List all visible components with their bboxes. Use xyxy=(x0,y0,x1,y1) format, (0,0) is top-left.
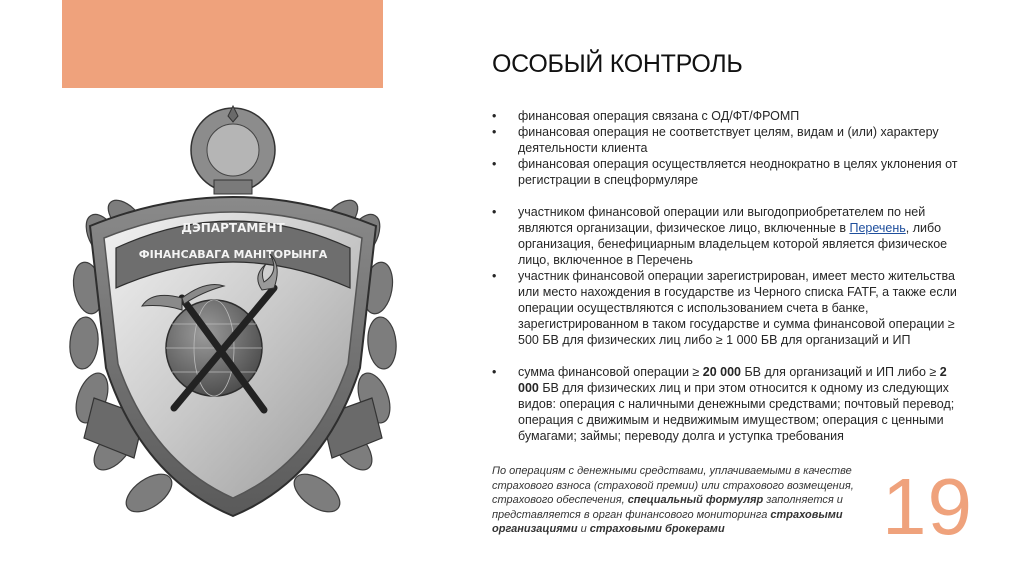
bullet-marker: • xyxy=(492,125,497,139)
bullet-item xyxy=(492,156,962,188)
accent-block xyxy=(62,0,383,88)
footnote-bold: специальный формуляр xyxy=(627,494,764,506)
bullet-item xyxy=(492,108,962,124)
footnote-part: заполняется и представляется в орган финансового мониторинга xyxy=(492,494,843,521)
bullet-text-part: БВ для организаций и ИП либо ≥ xyxy=(741,365,940,379)
footnote xyxy=(492,464,862,537)
footnote-bold: страховыми организациями xyxy=(492,508,843,535)
bullet-item xyxy=(492,364,962,444)
bullet-text-part: , либо организация, бенефициарным владельцем которой является физическое лицо, включенное в Перечень xyxy=(518,221,948,267)
footnote-part: и xyxy=(577,523,590,535)
bullet-text: финансовая операция осуществляется неоднократно в целях уклонения от регистрации в спецформуляре xyxy=(518,157,958,187)
emblem-image xyxy=(64,98,402,558)
bullet-item xyxy=(492,204,962,268)
state-emblem-icon xyxy=(191,106,275,194)
bullet-text: финансовая операция не соответствует целям, видам и (или) характеру деятельности клиента xyxy=(518,125,939,155)
bullet-marker: • xyxy=(492,365,497,379)
bullet-marker: • xyxy=(492,157,497,171)
bullet-item xyxy=(492,124,962,156)
page-number: 19 xyxy=(882,462,973,551)
bullet-list xyxy=(492,108,962,444)
bullet-marker: • xyxy=(492,269,497,283)
bullet-text xyxy=(518,204,962,268)
footnote-bold: страховыми брокерами xyxy=(589,523,725,535)
bullet-text-part: БВ для физических лиц и при этом относится к одному из следующих видов: операция с наличными денежными средствами; почтовый перевод; операция с движимым и недвижимым имуществом; операция с ценными бумагами; займы; переводу долга и уступка требования xyxy=(518,381,955,443)
footnote-part: По операциям с денежными средствами, уплачиваемыми в качестве страхового взноса (страховой премии) или страхового возмещения, страхового обеспечения, xyxy=(492,465,854,506)
bullet-text-part: участником финансовой операции или выгодоприобретателем по ней являются организации, физическое лицо, включенные в xyxy=(518,205,926,235)
bullet-text-bold: 2 000 xyxy=(518,365,947,395)
perechen-link[interactable]: Перечень xyxy=(849,221,906,235)
emblem-label-line2: ФІНАНСАВАГА МАНІТОРЫНГА xyxy=(138,248,328,261)
bullet-marker: • xyxy=(492,205,497,219)
emblem-label-line1: ДЭПАРТАМЕНТ xyxy=(181,221,285,235)
bullet-text-part: сумма финансовой операции ≥ xyxy=(518,365,703,379)
bullet-marker: • xyxy=(492,109,497,123)
bullet-text xyxy=(518,364,962,444)
slide-title: ОСОБЫЙ КОНТРОЛЬ xyxy=(492,50,743,78)
bullet-text: финансовая операция связана с ОД/ФТ/ФРОМП xyxy=(518,109,800,123)
bullet-text: участник финансовой операции зарегистрирован, имеет место жительства или место нахождения в государстве из Черного списка FATF, а также если операции осуществляются с использованием счета в банке, зарегистрированном в таком государстве и сумма финансовой операции ≥ 500 БВ для физических лиц либо ≥ 1 000 БВ для организаций и ИП xyxy=(518,269,957,347)
bullet-text-bold: 20 000 xyxy=(702,365,741,379)
bullet-item xyxy=(492,268,962,348)
